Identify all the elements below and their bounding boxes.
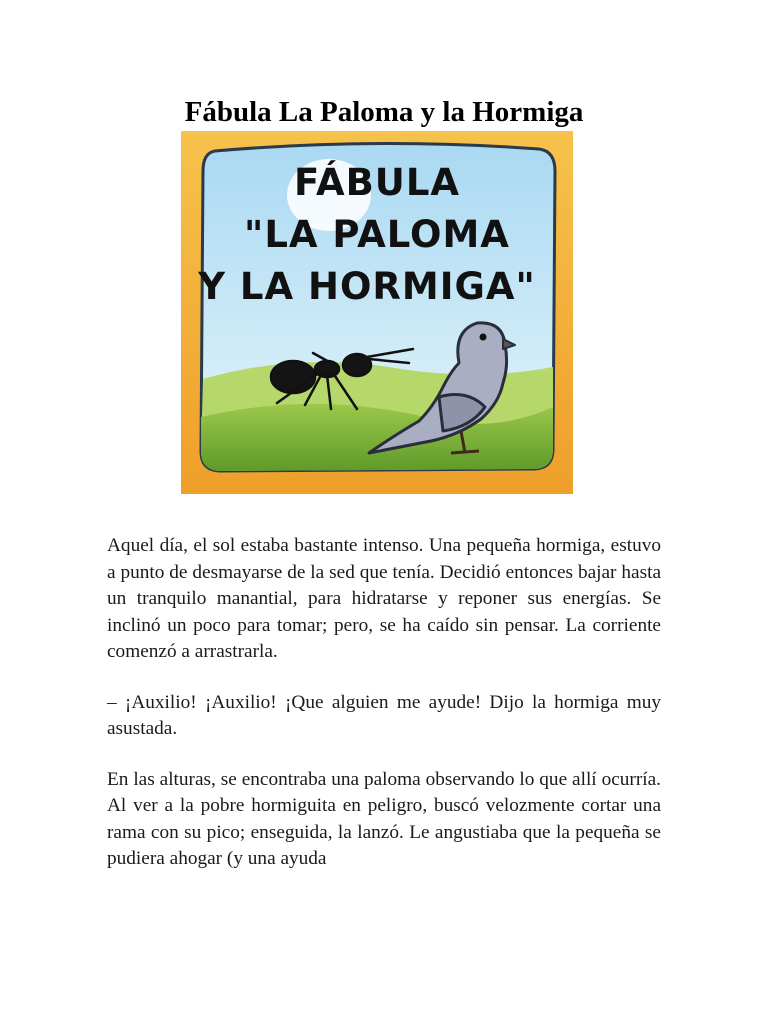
page-title: Fábula La Paloma y la Hormiga [184, 96, 584, 128]
illustration-line-3: Y LA HORMIGA" [198, 265, 536, 308]
illustration-line-1: FÁBULA [293, 161, 461, 204]
paragraph: – ¡Auxilio! ¡Auxilio! ¡Que alguien me ayude! Dijo la hormiga muy asustada. [107, 691, 661, 739]
illustration-svg [181, 131, 573, 494]
story-body [107, 533, 661, 897]
illustration-line-2: "LA PALOMA [244, 213, 510, 256]
paragraph: Aquel día, el sol estaba bastante intenso. Una pequeña hormiga, estuvo a punto de desmayarse de la sed que tenía. Decidió entonces bajar hasta un tranquilo manantial, para hidratarse y reponer sus energías. Se inclinó un poco para tomar; pero, se ha caído sin pensar. La corriente comenzó a arrastrarla. [107, 535, 661, 662]
fable-illustration [181, 131, 573, 494]
paragraph: En las alturas, se encontraba una paloma observando lo que allí ocurría. Al ver a la pobre hormiguita en peligro, buscó velozmente cortar una rama con su pico; enseguida, la lanzó. Le angustiaba que la pequeña se pudiera ahogar (y una ayuda [107, 768, 661, 869]
